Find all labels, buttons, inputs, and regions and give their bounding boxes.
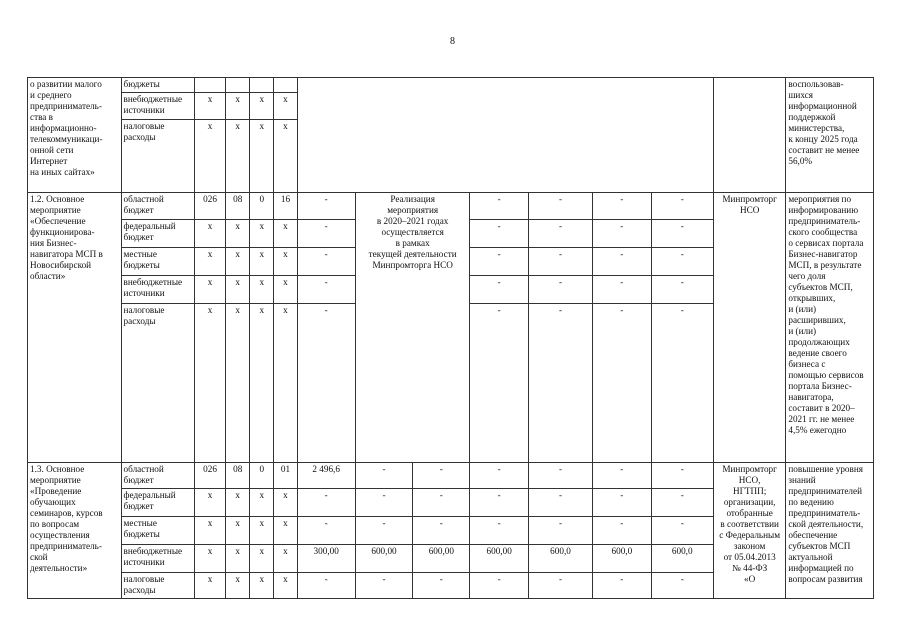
table-row: федеральный бюджет x x x x - - - - - [28,220,874,248]
table-row: 1.3. Основное мероприятие «Проведение обучающих семинаров, курсов по вопросам осуществления предприниматель- ской деятельности» областной бюджет 026 08 0 01 2 496,6 - - - - - - Минпромторг НСО, НГТПП; организации, отобранные в соответствии с Федеральным законом от 05.04.2013 № 44-ФЗ «О повышение уровня знаний предпринимателей по ведению предприниматель- ской деятельности, обеспечение субъектов МСП актуальной информацией по вопросам развития [28,463,874,489]
table-row: внебюджетные источники x x x x [28,93,874,120]
implementation-note: Реализация мероприятия в 2020–2021 годах осуществляется в рамках текущей деятельности Минпромторга НСО [355,193,470,463]
empty-merged-cell [297,78,713,193]
result-cell: мероприятия по информированию предприниматель- ского сообщества о сервисах портала Бизнес-навигатор МСП, в результате чего доля субъектов МСП, открывших, и (или) расширивших, и (или) продолжающих ведение своего бизнеса с помощью сервисов портала Бизнес- навигатора, составит в 2020– 2021 гг. не менее 4,5% ежегодно [786,193,874,463]
source-cell: бюджеты [121,78,194,93]
result-cell: повышение уровня знаний предпринимателей по ведению предприниматель- ской деятельности, обеспечение субъектов МСП актуальной информацией по вопросам развития [786,463,874,599]
table-row: налоговые расходы x x x x - - - - - [28,304,874,463]
executor-cell: Минпромторг НСО [713,193,785,463]
table-row: внебюджетные источники x x x x 300,00 600,00 600,00 600,00 600,0 600,0 600,0 [28,545,874,573]
table-row: 1.2. Основное мероприятие «Обеспечение функционирова- ния Бизнес- навигатора МСП в Новосибирской области» областной бюджет 026 08 0 16 - Реализация мероприятия в 2020–2021 годах осуществляется в рамках текущей деятельности Минпромторга НСО - - - - Минпромторг НСО мероприятия по информированию предприниматель- ского сообщества о сервисах портала Бизнес-навигатор МСП, в результате чего доля субъектов МСП, открывших, и (или) расширивших, и (или) продолжающих ведение своего бизнеса с помощью сервисов портала Бизнес- навигатора, составит в 2020– 2021 гг. не менее 4,5% ежегодно [28,193,874,220]
table-row: налоговые расходы x x x x - - - - - - - [28,573,874,599]
result-cell: воспользовав- шихся информационной поддержкой министерства, к концу 2025 года составит не менее 56,0% [786,78,874,193]
executor-cell [713,78,785,193]
table-row: местные бюджеты x x x x - - - - - [28,248,874,276]
program-table [27,77,874,599]
item-cell: 1.3. Основное мероприятие «Проведение обучающих семинаров, курсов по вопросам осуществления предприниматель- ской деятельности» [28,463,122,599]
table-row: федеральный бюджет x x x x - - - - - - - [28,489,874,517]
executor-cell: Минпромторг НСО, НГТПП; организации, отобранные в соответствии с Федеральным законом от 05.04.2013 № 44-ФЗ «О [713,463,785,599]
table-row: внебюджетные источники x x x x - - - - - [28,276,874,304]
item-cell: 1.2. Основное мероприятие «Обеспечение функционирова- ния Бизнес- навигатора МСП в Новосибирской области» [28,193,122,463]
table-row: местные бюджеты x x x x - - - - - - - [28,517,874,545]
item-cell: о развитии малого и среднего предприниматель- ства в информационно- телекоммуникаци- онной сети Интернет на иных сайтах» [28,78,122,193]
page-number: 8 [450,36,455,47]
table-row [28,78,874,93]
table-row: налоговые расходы x x x x [28,120,874,193]
